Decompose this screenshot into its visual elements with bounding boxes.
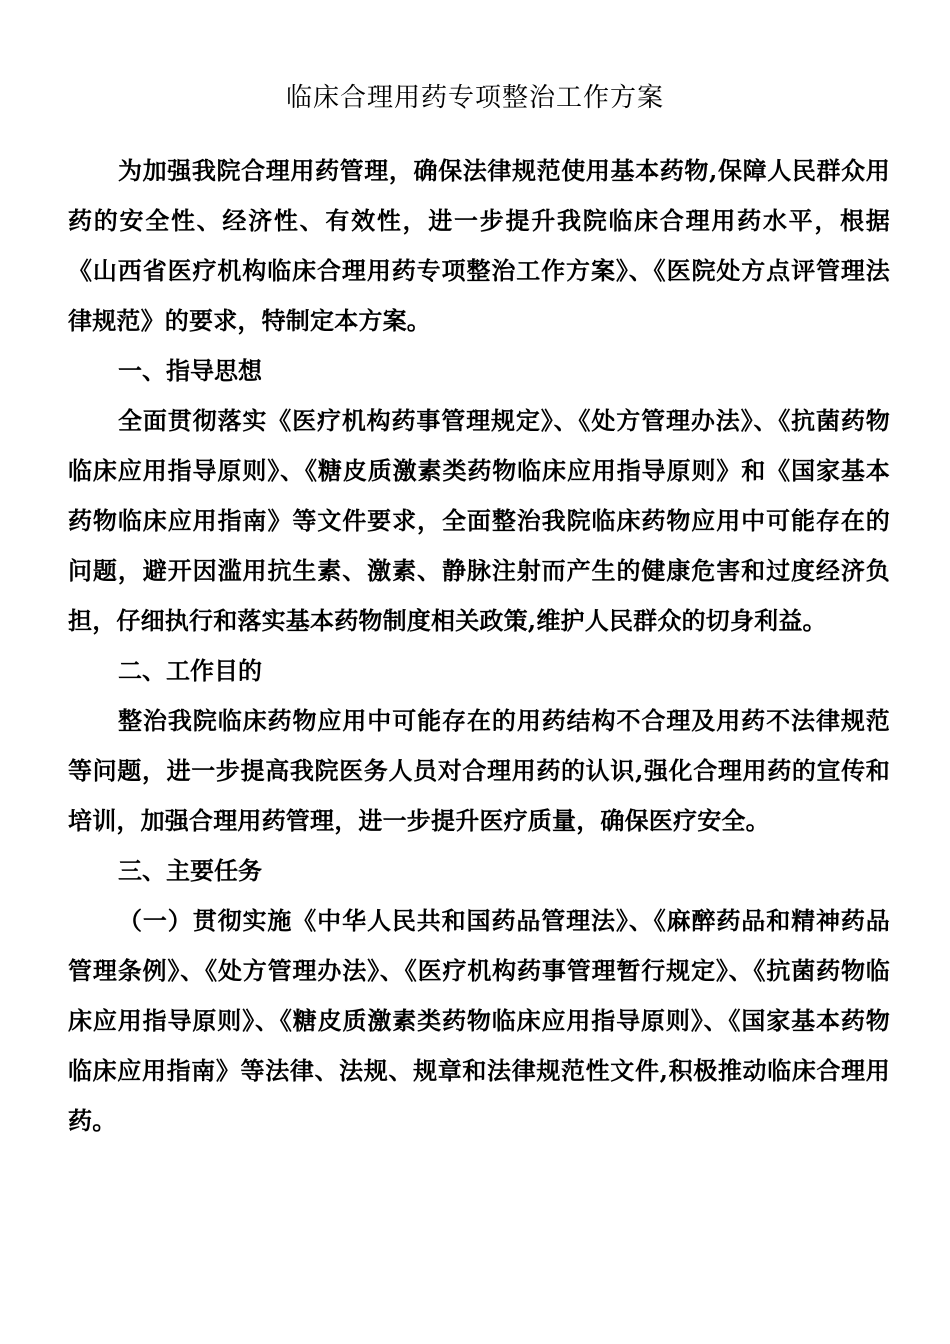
section-body-work-purpose: 整治我院临床药物应用中可能存在的用药结构不合理及用药不法律规范等问题，进一步提高我院医务人员对合理用药的认识,强化合理用药的宣传和培训，加强合理用药管理，进一步提升医疗质量，确保医疗安全。 [68, 706, 890, 835]
document-body [68, 146, 890, 1146]
section-body-guiding-ideology: 全面贯彻落实《医疗机构药事管理规定》、《处方管理办法》、《抗菌药物临床应用指导原则》、《糖皮质激素类药物临床应用指导原则》和《国家基本药物临床应用指南》等文件要求，全面整治我院临床药物应用中可能存在的问题，避开因滥用抗生素、激素、静脉注射而产生的健康危害和过度经济负担，仔细执行和落实基本药物制度相关政策,维护人民群众的切身利益。 [68, 406, 890, 635]
section-heading-guiding-ideology: 一、指导思想 [118, 356, 262, 385]
section-heading-work-purpose: 二、工作目的 [118, 656, 262, 685]
section-heading-main-tasks: 三、主要任务 [118, 856, 262, 885]
section-body-main-tasks: （一）贯彻实施《中华人民共和国药品管理法》、《麻醉药品和精神药品管理条例》、《处方管理办法》、《医疗机构药事管理暂行规定》、《抗菌药物临床应用指导原则》、《糖皮质激素类药物临床应用指导原则》、《国家基本药物临床应用指南》等法律、法规、规章和法律规范性文件,积极推动临床合理用药。 [68, 906, 890, 1135]
intro-paragraph: 为加强我院合理用药管理，确保法律规范使用基本药物,保障人民群众用药的安全性、经济性、有效性，进一步提升我院临床合理用药水平，根据《山西省医疗机构临床合理用药专项整治工作方案》、《医院处方点评管理法律规范》的要求，特制定本方案。 [68, 156, 890, 335]
document-title: 临床合理用药专项整治工作方案 [285, 83, 664, 113]
